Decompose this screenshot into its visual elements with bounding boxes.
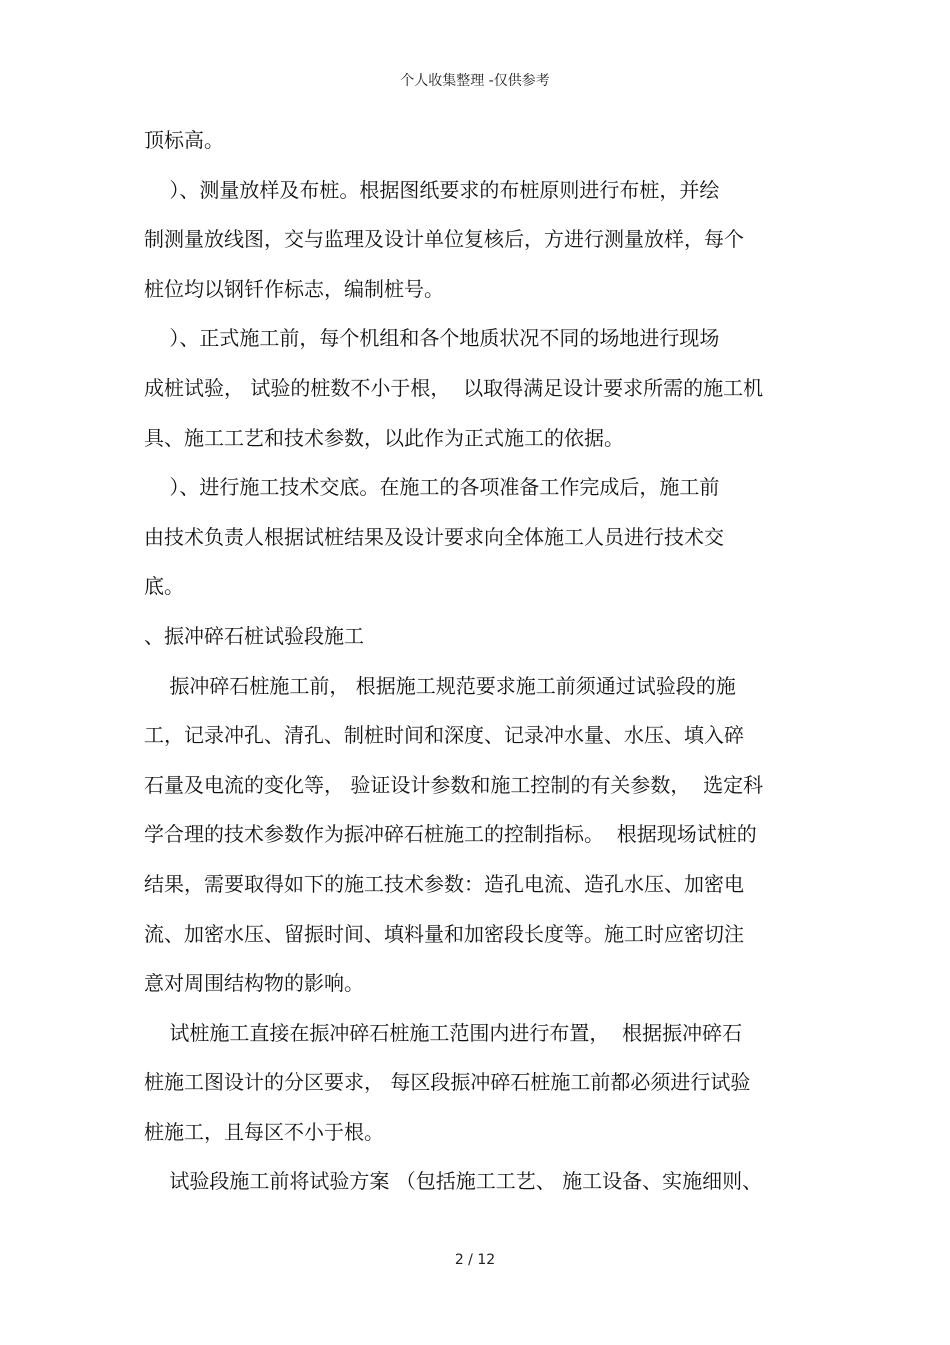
text-line: ）、测量放样及布桩。根据图纸要求的布桩原则进行布桩，并绘 — [144, 177, 720, 202]
text-line: 工，记录冲孔、清孔、制桩时间和深度、记录冲水量、水压、填入碎 — [144, 723, 744, 748]
text-line: 具、施工工艺和技术参数，以此作为正式施工的依据。 — [144, 425, 624, 450]
text-line: ）、进行施工技术交底。在施工的各项准备工作完成后，施工前 — [144, 475, 720, 500]
page-header: 个人收集整理 -仅供参考 — [400, 73, 550, 89]
text-line: ）、正式施工前，每个机组和各个地质状况不同的场地进行现场 — [144, 326, 720, 351]
section-heading: 、振冲碎石桩试验段施工 — [144, 623, 364, 648]
text-line: 由技术负责人根据试桩结果及设计要求向全体施工人员进行技术交 — [144, 524, 724, 549]
text-line: 桩位均以钢钎作标志，编制桩号。 — [144, 276, 444, 301]
text-line: 试验段施工前将试验方案 （包括施工工艺、 施工设备、实施细则、 — [144, 1169, 763, 1194]
text-line: 学合理的技术参数作为振冲碎石桩施工的控制指标。 根据现场试桩的 — [144, 822, 757, 847]
page-number: 2 / 12 — [454, 1252, 496, 1268]
text-line: 流、加密水压、留振时间、填料量和加密段长度等。施工时应密切注 — [144, 921, 744, 946]
text-line: 试桩施工直接在振冲碎石桩施工范围内进行布置， 根据振冲碎石 — [144, 1020, 743, 1045]
text-line: 顶标高。 — [144, 128, 224, 152]
text-line: 制测量放线图，交与监理及设计单位复核后，方进行测量放样，每个 — [144, 227, 744, 252]
text-line: 成桩试验， 试验的桩数不小于根， 以取得满足设计要求所需的施工机 — [144, 375, 764, 400]
document-body — [144, 122, 814, 1213]
text-line: 石量及电流的变化等， 验证设计参数和施工控制的有关参数， 选定科 — [144, 772, 764, 797]
text-line: 桩施工，且每区不小于根。 — [144, 1119, 384, 1144]
text-line: 意对周围结构物的影响。 — [144, 971, 364, 996]
text-line: 振冲碎石桩施工前， 根据施工规范要求施工前须通过试验段的施 — [144, 673, 736, 698]
text-line: 桩施工图设计的分区要求， 每区段振冲碎石桩施工前都必须进行试验 — [144, 1070, 751, 1095]
text-line: 底。 — [144, 574, 184, 599]
text-line: 结果，需要取得如下的施工技术参数：造孔电流、造孔水压、加密电 — [144, 871, 744, 896]
